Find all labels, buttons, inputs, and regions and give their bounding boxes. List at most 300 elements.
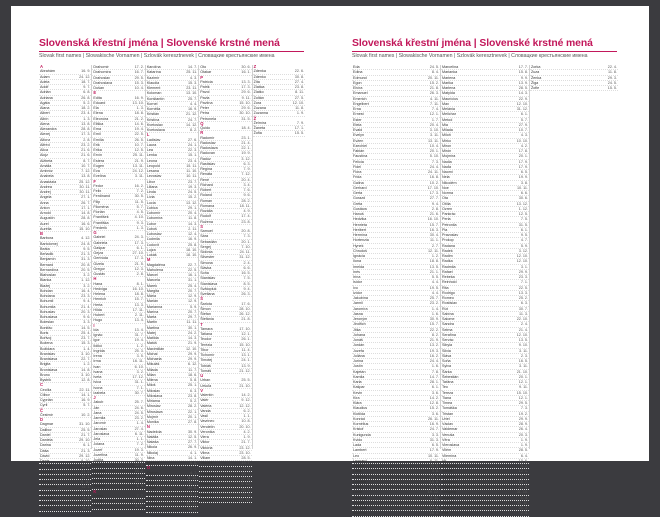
nameday-date: 23. 4. <box>187 158 198 163</box>
nameday-date: 17. 9. <box>518 159 528 164</box>
name-text: Eleonóra <box>93 116 109 121</box>
nameday-date: 30. 7. <box>134 390 144 395</box>
nameday-date: 16. 6. <box>81 221 91 226</box>
name-text: Miroslav <box>146 404 161 409</box>
name-text: Justína <box>93 484 106 489</box>
nameday-date: 3. 8. <box>520 180 528 185</box>
name-text: Eugen <box>93 163 105 168</box>
nameday-date: 25. 5. <box>81 427 91 432</box>
name-text: Gertrúda <box>93 256 108 261</box>
nameday-date: 13. 1. <box>241 353 251 357</box>
nameday-date: 2. 3. <box>520 353 528 358</box>
name-text: Vit <box>442 458 447 463</box>
name-text: Izidor <box>353 290 363 295</box>
nameday-date: 19. 12. <box>427 490 439 495</box>
nameday-date: 20. 4. <box>429 474 439 479</box>
nameday-date: 10. 6. <box>81 474 91 479</box>
name-text: Cyprián <box>40 398 53 402</box>
nameday-date: 15. 2. <box>187 195 198 200</box>
nameday-date: 1. 9. <box>520 443 528 447</box>
nameday-date: 12. 10. <box>185 346 198 351</box>
nameday-date: 26. 7. <box>81 200 91 205</box>
nameday-date: 23. 1. <box>241 135 251 140</box>
name-text: Faustína <box>353 154 368 159</box>
name-text: Č <box>40 407 44 413</box>
nameday-date: 5. 2. <box>190 399 198 403</box>
name-text: Ervín <box>93 153 103 158</box>
name-text: Amália <box>40 163 52 168</box>
name-text: Rafael <box>442 269 453 274</box>
name-text: Tristan <box>442 411 454 416</box>
nameday-date: 16. 9. <box>81 398 91 402</box>
nameday-date: 21. 5. <box>134 261 144 266</box>
name-text: Martina <box>146 325 160 330</box>
name-text: Naomi <box>442 170 453 174</box>
name-text: Ema <box>93 127 101 131</box>
name-text: Gregor <box>93 266 105 271</box>
nameday-date: 17. 3. <box>134 256 144 261</box>
name-text: Erika <box>93 148 102 152</box>
name-text: Mojmíra <box>442 154 456 159</box>
nameday-date: 29. 3. <box>607 75 617 80</box>
name-text: Servác <box>442 338 454 342</box>
name-text: Lea <box>146 148 153 152</box>
nameday-date: 3. 11. <box>430 133 439 138</box>
nameday-date: 30. 5. <box>134 194 144 199</box>
name-text: Jarmila <box>93 416 106 420</box>
nameday-date: 27. 5. <box>294 95 305 100</box>
name-text: Silvia <box>442 348 451 353</box>
nameday-date: 6. 1. <box>136 245 144 250</box>
name-text: Rastislav <box>200 161 216 166</box>
nameday-date: 6. 10. <box>134 364 144 369</box>
nameday-date: 18. 8. <box>134 292 144 296</box>
nameday-date: 15. 7. <box>518 479 528 484</box>
nameday-date: 1. 2. <box>136 343 144 348</box>
nameday-date: 6. 1. <box>431 385 439 390</box>
nameday-date: 26. 3. <box>429 91 439 96</box>
nameday-date: 23. 8. <box>294 85 305 89</box>
nameday-date: 5. 7. <box>83 403 91 408</box>
name-text: Tomáška <box>442 406 457 411</box>
nameday-date: 2. 8. <box>431 206 439 211</box>
nameday-date: 21. 8. <box>429 86 439 90</box>
name-text: S <box>200 223 204 229</box>
nameday-date: 18. 10. <box>185 247 198 252</box>
nameday-date: 7. 4. <box>431 107 439 111</box>
nameday-date: 24. 4. <box>134 479 144 483</box>
name-row <box>92 504 144 509</box>
name-text: Max <box>442 101 449 106</box>
name-text: Silvester <box>200 255 215 260</box>
nameday-date: 3. 3. <box>83 320 91 325</box>
name-text: Margita <box>146 288 160 293</box>
page-subtitle: Slovak first names | Slowakische Vornamen | Szlovák keresztnevek | Словацкие крестьянские имена <box>352 51 617 59</box>
name-text: Hana <box>93 281 103 286</box>
name-text: Marcela <box>146 278 160 283</box>
nameday-date: 1. 6. <box>431 311 439 316</box>
nameday-date: 18. 8. <box>429 259 439 264</box>
nameday-date: 16. 9. <box>134 95 144 100</box>
nameday-date: 29. 10. <box>79 438 91 442</box>
name-text: C <box>40 382 44 388</box>
nameday-date: 22. 4. <box>607 65 617 69</box>
nameday-date: 19. 3. <box>187 184 198 189</box>
name-text: Lívia <box>146 195 155 200</box>
name-text: Kamila <box>353 374 365 379</box>
name-text: Magdaléna <box>146 262 166 267</box>
name-text: Ženka <box>531 75 542 80</box>
nameday-date: 15. 3. <box>134 80 144 85</box>
name-text: Perla <box>442 217 451 222</box>
nameday-date: 15. 11. <box>186 163 198 168</box>
nameday-date: 31. 7. <box>134 333 144 337</box>
name-text: Roland <box>200 193 212 198</box>
name-text: Johana <box>353 332 366 337</box>
name-text: Diana <box>40 474 50 479</box>
name-text: Anastázia <box>40 179 57 184</box>
name-text: Ivana <box>93 369 103 374</box>
nameday-date: 25. 1. <box>187 383 198 388</box>
name-text: Kristián <box>146 112 160 117</box>
nameday-date: 24. 1. <box>241 358 251 363</box>
name-text: Jakubína <box>353 296 368 300</box>
nameday-date: 1. 3. <box>83 116 91 121</box>
nameday-date: 10. 4. <box>429 143 439 148</box>
name-text: Dagmar <box>40 422 54 427</box>
name-text: Ivan <box>93 364 101 369</box>
nameday-date: 22. 1. <box>187 409 198 414</box>
nameday-date: 24. 2. <box>187 330 198 335</box>
nameday-date: 12. 1. <box>518 395 528 400</box>
name-text: Viktor <box>200 440 210 445</box>
name-text: Tiana <box>442 395 452 400</box>
name-text: Volfgang <box>442 490 457 495</box>
name-text: Quido <box>200 126 211 130</box>
name-text: Nina <box>146 455 155 460</box>
nameday-date: 3. 5. <box>136 354 144 358</box>
nameday-date: 22. 10. <box>516 317 528 321</box>
name-text: František <box>93 215 109 220</box>
nameday-date: 17. 3. <box>134 240 144 245</box>
name-text: Zuzanna <box>253 111 268 116</box>
nameday-date: 3. 6. <box>431 390 439 395</box>
nameday-date: 26. 4. <box>518 427 528 432</box>
name-text: Mahulena <box>146 267 164 272</box>
name-text: Adela <box>40 79 50 84</box>
nameday-date: 9. 10. <box>81 459 91 463</box>
name-text: Leopold <box>146 163 160 168</box>
nameday-date: 1. 2. <box>431 254 439 258</box>
nameday-date: 21. 6. <box>81 153 91 158</box>
nameday-date: 3. 10. <box>81 372 91 377</box>
name-text: Pankrác <box>442 212 456 216</box>
name-text: Miloslav <box>146 388 161 393</box>
name-text: Bohdana <box>40 294 55 298</box>
nameday-date: 20. 1. <box>518 374 528 379</box>
nameday-date: 7. 12. <box>81 169 91 173</box>
nameday-date: 4. 9. <box>243 209 251 213</box>
nameday-date: 30. 8. <box>294 74 305 79</box>
name-text: Š <box>200 296 204 302</box>
name-text: Sabína <box>442 311 454 316</box>
nameday-date: 1. 6. <box>431 364 439 369</box>
name-text: Drahoslav <box>93 75 111 80</box>
nameday-date: 19. 4. <box>134 127 144 131</box>
nameday-date: 17. 1. <box>81 205 91 210</box>
name-text: Marianna <box>146 304 163 309</box>
name-text: Hermína <box>353 233 368 237</box>
nameday-date: 15. 2. <box>429 80 439 85</box>
nameday-date: 3. 6. <box>431 411 439 416</box>
nameday-date: 18. 8. <box>134 111 144 116</box>
name-columns <box>352 65 618 516</box>
name-text: Ctibor <box>40 392 50 397</box>
nameday-date: 20. 3. <box>518 432 528 437</box>
nameday-date: 12. 12. <box>239 403 251 408</box>
nameday-date: 20. 10. <box>239 424 251 429</box>
nameday-date: 28. 8. <box>81 127 91 131</box>
nameday-date: 31. 3. <box>81 257 91 262</box>
nameday-date: 23. 11. <box>186 86 198 90</box>
name-text: Sergej <box>200 244 211 249</box>
nameday-date: 6. 3. <box>190 388 198 393</box>
nameday-date: 13. 5. <box>429 264 439 269</box>
name-text: Adrián <box>40 90 51 95</box>
nameday-date: 21. 2. <box>134 116 144 121</box>
name-text: Terézia <box>200 342 213 347</box>
name-text: Monika <box>146 420 159 424</box>
name-text: Felix <box>93 189 102 193</box>
name-text: Milada <box>146 367 158 372</box>
nameday-date: 13. 3. <box>241 79 251 84</box>
nameday-date: 18. 7. <box>81 79 91 84</box>
name-text: Božidara <box>40 346 55 351</box>
nameday-date: 7. 12. <box>241 172 251 177</box>
name-column <box>252 65 305 449</box>
name-text: Regína <box>200 167 213 171</box>
name-text: Lucia <box>146 200 156 205</box>
name-text: Sidónia <box>200 250 213 254</box>
nameday-date: 27. 8. <box>187 420 198 424</box>
name-text: Klement <box>146 86 161 90</box>
name-text: Kristína <box>146 117 160 122</box>
name-text: Ferdinand <box>93 194 111 199</box>
nameday-date: 28. 1. <box>429 380 439 384</box>
nameday-date: 16. 9. <box>429 422 439 426</box>
name-text: Radim <box>442 254 453 258</box>
name-text: Kornélia <box>146 107 161 111</box>
name-text: Žaneta <box>253 126 266 130</box>
nameday-date: 11. 1. <box>430 238 439 243</box>
nameday-date: 16. 2. <box>429 353 439 358</box>
name-text: Bohumila <box>40 304 56 309</box>
name-text: Florián <box>93 210 105 214</box>
name-row <box>352 511 440 516</box>
name-text: Hynek <box>353 243 364 248</box>
name-text: Adriana <box>40 95 53 100</box>
nameday-date: 1. 4. <box>431 306 439 311</box>
nameday-date: 9. 4. <box>243 286 251 291</box>
name-text: Serafína <box>442 332 456 337</box>
name-text: Pavlína <box>200 100 213 105</box>
nameday-date: 26. 3. <box>241 292 251 296</box>
nameday-date: 1. 12. <box>81 278 91 283</box>
name-text: Sibyla <box>442 343 453 348</box>
nameday-date: 1. 9. <box>520 437 528 442</box>
name-text: Ida <box>93 327 99 332</box>
nameday-date: 23. 10. <box>239 450 251 455</box>
name-text: Malvína <box>353 506 366 510</box>
nameday-date: 4. 2. <box>520 143 528 148</box>
name-text: Patrícia <box>200 79 213 84</box>
nameday-date: 24. 11. <box>239 250 251 254</box>
nameday-date: 8. 5. <box>243 281 251 286</box>
nameday-date: 28. 8. <box>81 216 91 221</box>
name-text: Marika <box>442 80 454 85</box>
name-text: Lambert <box>353 448 367 453</box>
name-text: Helena <box>93 292 106 296</box>
nameday-date: 31. 5. <box>518 222 528 227</box>
nameday-date: 4. 3. <box>520 133 528 138</box>
nameday-date: 12. 1. <box>518 380 528 384</box>
name-row <box>199 498 251 503</box>
name-text: I <box>93 322 95 328</box>
name-text: Pavla <box>200 95 210 100</box>
name-text: Beňadik <box>40 252 54 256</box>
name-text: Evžen <box>353 138 364 143</box>
nameday-date: 2. 11. <box>134 313 144 317</box>
nameday-date: 13. 3. <box>134 302 144 307</box>
name-text: Vladislava <box>442 485 459 489</box>
name-text: Václav <box>442 422 454 426</box>
nameday-date: 17. 9. <box>429 448 439 453</box>
nameday-date: 23. 5. <box>81 469 91 474</box>
name-text: Milena <box>146 378 158 382</box>
name-text: Isidor <box>353 280 363 285</box>
name-text: Ingrida <box>93 348 105 353</box>
name-text: H <box>93 276 97 282</box>
name-text: Jindřich <box>353 322 366 327</box>
name-text: Dobroslav <box>40 490 57 495</box>
nameday-date: 11. 8. <box>188 216 198 221</box>
name-text: Valér <box>200 398 209 403</box>
nameday-date: 29. 5. <box>134 75 144 80</box>
name-text: Marlena <box>442 86 456 90</box>
name-text: Galina <box>353 180 364 185</box>
nameday-date: 12. 5. <box>187 434 198 439</box>
nameday-date: 1. 9. <box>296 111 305 116</box>
name-text: Irína <box>353 275 361 279</box>
nameday-date: 21. 10. <box>516 369 528 374</box>
nameday-date: 14. 3. <box>187 221 198 226</box>
name-text: Hugo <box>93 318 103 323</box>
name-text: Jordán <box>353 343 365 348</box>
nameday-date: 23. 2. <box>429 301 439 306</box>
name-text: Radovan <box>200 151 215 156</box>
nameday-date: 8. 4. <box>431 70 439 75</box>
name-text: Frederik <box>93 225 107 230</box>
name-text: Nikola <box>146 445 158 450</box>
nameday-date: 7. 1. <box>136 385 144 390</box>
nameday-date: 21. 7. <box>81 432 91 437</box>
nameday-date: 9. 10. <box>518 343 528 348</box>
nameday-date: 12. 1. <box>518 469 528 474</box>
name-text: Oľga <box>146 496 155 501</box>
nameday-date: 6. 11. <box>134 431 144 436</box>
name-text: Jozefína <box>93 452 108 457</box>
name-text: Dionýz <box>40 480 52 484</box>
nameday-date: 11. 1. <box>81 485 91 490</box>
nameday-date: 19. 3. <box>134 447 144 452</box>
name-text: Gašpar <box>93 245 106 250</box>
name-text: Valentín <box>200 393 214 397</box>
nameday-date: 12. 9. <box>187 299 198 304</box>
name-text: N <box>146 424 150 430</box>
name-text: Emília <box>93 137 104 142</box>
name-text: U <box>200 373 204 378</box>
nameday-date: 21. 8. <box>241 317 251 322</box>
nameday-date: 17. 1. <box>294 126 305 130</box>
nameday-date: 1. 6. <box>136 484 144 489</box>
name-text: Bernardína <box>40 267 59 272</box>
nameday-date: 4. 8. <box>83 495 91 500</box>
name-text: Miloš <box>146 383 156 388</box>
name-text: Ivica <box>93 380 101 385</box>
name-text: Nikolaj <box>146 450 158 455</box>
left-page <box>11 6 330 512</box>
name-text: Zlatko <box>253 90 264 95</box>
nameday-date: 3. 10. <box>81 351 91 356</box>
name-text: Ľudovít <box>146 242 159 247</box>
nameday-date: 23. 2. <box>81 142 91 147</box>
nameday-date: 7. 1. <box>520 280 528 285</box>
name-text: Pravoslav <box>442 233 459 237</box>
nameday-date: 30. 11. <box>79 190 91 194</box>
nameday-date: 21. 6. <box>429 212 439 216</box>
nameday-date: 23. 2. <box>134 416 144 420</box>
name-text: Jela <box>93 437 101 441</box>
nameday-date: 4. 10. <box>134 215 144 220</box>
name-text: Simona <box>200 260 213 265</box>
nameday-date: 22. 7. <box>187 262 198 267</box>
nameday-date: 17. 9. <box>518 164 528 169</box>
name-text: Klaudius <box>353 406 368 411</box>
name-text: Ilona <box>353 259 361 264</box>
name-text: Elena <box>93 111 103 116</box>
name-text: Juraj <box>93 479 102 483</box>
nameday-date: 10. 2. <box>429 180 439 185</box>
nameday-date: 3. 12. <box>518 248 528 253</box>
name-text: Dušan <box>93 86 105 90</box>
nameday-date: 31. 10. <box>516 490 528 495</box>
nameday-date: 14. 1. <box>187 455 198 460</box>
nameday-date: 5. 8. <box>190 378 198 382</box>
name-text: Blahoslav <box>40 273 56 277</box>
name-text: Žofie <box>531 86 540 90</box>
name-text: Karin <box>93 499 103 503</box>
name-text: Mirón <box>442 149 452 153</box>
nameday-date: 2. 8. <box>83 137 91 142</box>
name-text: Egon <box>353 80 362 85</box>
nameday-date: 20. 1. <box>429 149 439 153</box>
name-text: Božena <box>40 341 53 346</box>
nameday-date: 29. 9. <box>518 416 528 421</box>
name-text: Norbert <box>146 461 160 465</box>
nameday-date: 17. 3. <box>241 85 251 89</box>
nameday-date: 6. 6. <box>520 191 528 195</box>
nameday-date: 16. 3. <box>429 227 439 232</box>
